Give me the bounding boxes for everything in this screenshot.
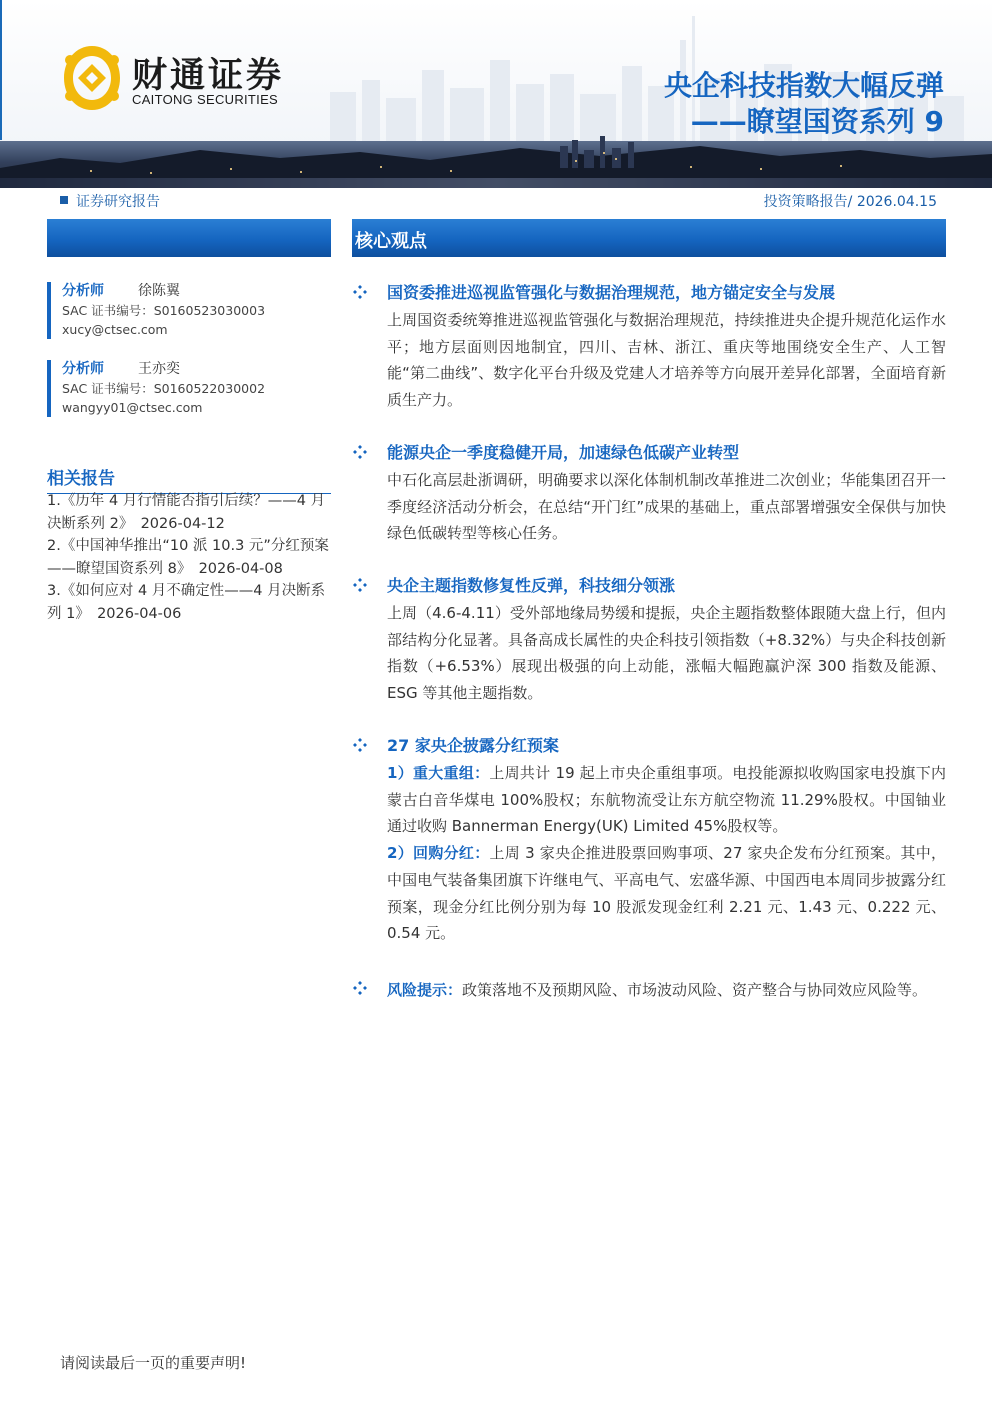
section-body: 中石化高层赴浙调研，明确要求以深化体制机制改革推进二次创业；华能集团召开一季度经济活动分析会，在总结“开门红”成果的基础上，重点部署增强安全保供与加快绿色低碳转型等核心任务。 [387,471,946,543]
logo-english-name: CAITONG SECURITIES [132,92,279,107]
related-report-item: 3.《如何应对 4 月不确定性——4 月决断系列 1》 2026-04-06 [47,583,326,622]
risk-body: 政策落地不及预期风险、市场波动风险、资产整合与协同效应风险等。 [462,981,928,999]
analyst-email: xucy@ctsec.com [62,322,168,337]
report-title-line-1: 央企科技指数大幅反弹 [663,69,944,102]
core-views-title: 核心观点 [355,231,427,252]
sub-text: 上周共计 19 起上市央企重组事项。电投能源拟收购国家电投旗下内蒙古白音华煤电 100%股权；东航物流受让东方航空物流 11.29%股权。中国铀业通过收购 Bannerman Energy(UK) Limited 45%股权等。 [387,764,946,836]
sub-paragraph [387,840,946,947]
footer-disclaimer: 请阅读最后一页的重要声明! [60,1354,247,1372]
analyst-card [47,360,346,417]
diamond-bullet-icon [352,444,368,460]
core-section [352,736,946,947]
risk-section [352,977,946,1004]
core-views-header-bar [352,219,946,257]
core-section [352,443,946,547]
related-report-item: 1.《历年 4 月行情能否指引后续？——4 月决断系列 2》 2026-04-12 [47,493,326,532]
report-type-label [60,191,160,211]
logo-chinese-name: 财通证券 [132,56,285,96]
section-body [387,760,946,947]
core-section [352,283,946,414]
company-logo [62,44,302,114]
diamond-bullet-icon [352,577,368,593]
risk-label: 风险提示： [387,981,463,999]
left-accent-rule [0,0,2,140]
analyst-sac-number: SAC 证书编号：S0160523030003 [62,303,266,318]
section-body: 上周国资委统筹推进巡视监管强化与数据治理规范，持续推进央企提升规范化运作水平；地方层面则因地制宜，四川、吉林、浙江、重庆等地围绕安全生产、人工智能“第二曲线”、数字化平台升级及党建人才培养等方向展开差异化部署，全面培育新质生产力。 [387,311,946,410]
related-report-item: 2.《中国神华推出“10 派 10.3 元”分红预案——瞭望国资系列 8》 2026-04-08 [47,538,329,577]
report-type-text: 证券研究报告 [76,194,160,210]
sub-label: 1）重大重组： [387,764,490,782]
sub-label: 2）回购分红： [387,844,490,863]
report-category-date: 投资策略报告/ 2026.04.15 [763,194,937,210]
diamond-bullet-icon [352,737,368,753]
analyst-name: 王亦奕 [138,361,180,377]
report-title-line-2: ——瞭望国资系列 9 [690,105,944,138]
related-reports-list [47,490,333,625]
analyst-role: 分析师 [62,283,104,299]
section-heading: 能源央企一季度稳健开局，加速绿色低碳产业转型 [387,443,740,462]
core-section [352,576,946,707]
diamond-bullet-icon [352,980,368,996]
section-heading: 国资委推进巡视监管强化与数据治理规范，地方锚定安全与发展 [387,283,836,302]
caitong-coin-logo-icon [62,44,122,112]
analyst-name: 徐陈翼 [138,283,180,299]
report-header [0,0,992,188]
analyst-role: 分析师 [62,361,104,377]
sub-paragraph [387,760,946,840]
square-bullet-icon [60,196,68,204]
sub-text: 上周 3 家央企推进股票回购事项、27 家央企发布分红预案。其中，中国电气装备集团旗下许继电气、平高电气、宏盛华源、中国西电本周同步披露分红预案，现金分红比例分别为每 10 股派发现金红利 2.21 元、1.43 元、0.222 元、0.54 元。 [387,844,946,943]
section-body: 上周（4.6-4.11）受外部地缘局势缓和提振，央企主题指数整体跟随大盘上行，但内部结构分化显著。具备高成长属性的央企科技引领指数（+8.32%）与央企科技创新指数（+6.53%）展现出极强的向上动能，涨幅大幅跑赢沪深 300 指数及能源、ESG 等其他主题指数。 [387,604,946,703]
diamond-bullet-icon [352,284,368,300]
analyst-email: wangyy01@ctsec.com [62,400,203,415]
related-reports-title: 相关报告 [47,464,331,494]
analyst-sac-number: SAC 证书编号：S0160522030002 [62,381,266,396]
analyst-card [47,282,346,339]
risk-text [387,977,946,1004]
section-heading: 27 家央企披露分红预案 [387,736,559,755]
section-heading: 央企主题指数修复性反弹，科技细分领涨 [387,576,676,595]
left-column-header-bar [47,219,331,257]
report-title [664,68,944,140]
